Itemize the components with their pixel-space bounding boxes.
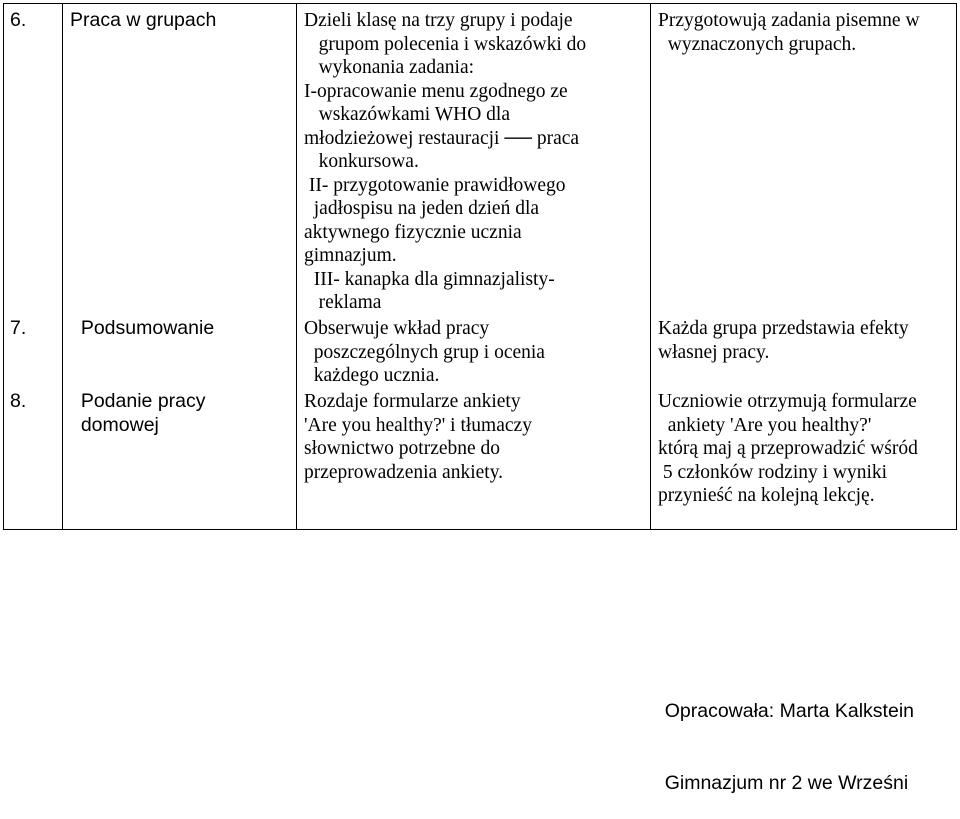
row-number: 6.: [10, 9, 27, 31]
teacher-activity: Obserwuje wkład pracy poszczególnych grup i ocenia każdego ucznia.: [304, 318, 545, 386]
column-divider: [296, 4, 297, 529]
lesson-plan-table: [3, 3, 957, 530]
row-number: 8.: [10, 390, 27, 412]
column-divider: [650, 4, 651, 529]
student-activity: Każda grupa przedstawia efekty własnej pracy.: [658, 318, 909, 363]
teacher-activity: Rozdaje formularze ankiety 'Are you healthy?' i tłumaczy słownictwo potrzebne do przeprowadzenia ankiety.: [304, 391, 532, 483]
column-divider: [62, 4, 63, 529]
student-activity: Przygotowują zadania pisemne w wyznaczonych grupach.: [658, 10, 920, 55]
author-name: Opracowała: Marta Kalkstein: [664, 700, 914, 722]
stage-name: Podanie pracy domowej: [80, 390, 206, 436]
teacher-activity: Dzieli klasę na trzy grupy i podaje grupom polecenia i wskazówki do wykonania zadania: I-opracowanie menu zgodnego ze wskazówkami WHO dla młodzieżowej restauracji ── praca konkursowa. II- przygotowanie prawidłowego jadłospisu na jeden dzień dla aktywnego fizycznie ucznia gimnazjum. III- kanapka dla gimnazjalisty- reklama: [304, 10, 587, 313]
stage-name: Praca w grupach: [70, 9, 217, 31]
school-name: Gimnazjum nr 2 we Wrześni: [664, 772, 909, 794]
row-number: 7.: [10, 317, 27, 339]
stage-name: Podsumowanie: [70, 317, 215, 339]
author-signature: [665, 651, 914, 819]
student-activity: Uczniowie otrzymują formularze ankiety 'Are you healthy?' którą maj ą przeprowadzić wśród 5 członków rodziny i wyniki przynieść na kolejną lekcję.: [658, 391, 918, 506]
